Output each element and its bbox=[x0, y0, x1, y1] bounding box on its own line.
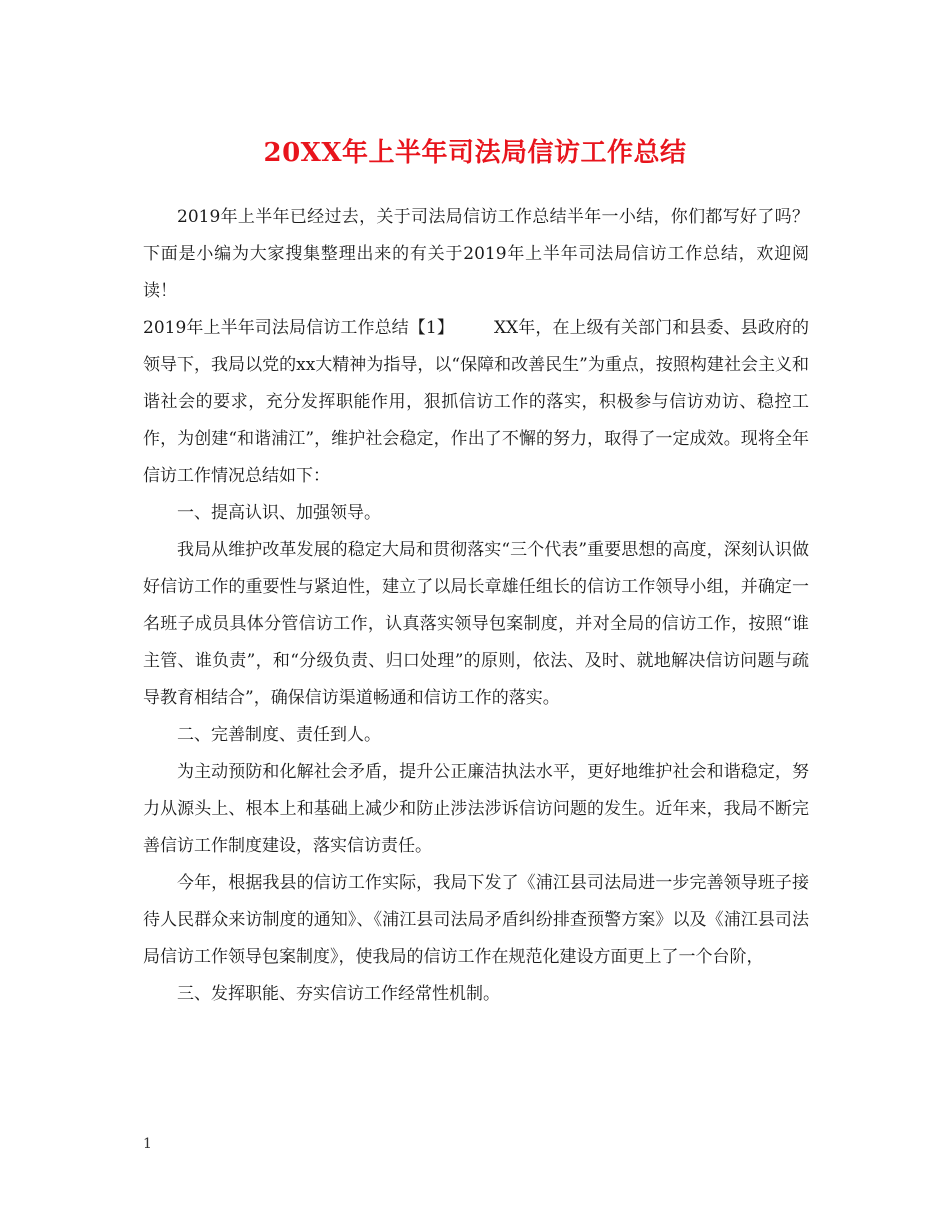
paragraph-2: 为主动预防和化解社会矛盾，提升公正廉洁执法水平，更好地维护社会和谐稳定，努力从源头上、根本上和基础上减少和防止涉法涉诉信访问题的发生。近年来，我局不断完善信访工作制度建设，落实信访责任。 bbox=[143, 762, 809, 856]
paragraph-1: 我局从维护改革发展的稳定大局和贯彻落实“三个代表”重要思想的高度，深刻认识做好信访工作的重要性与紧迫性，建立了以局长章雄任组长的信访工作领导小组，并确定一名班子成员具体分管信访工作，认真落实领导包案制度，并对全局的信访工作，按照“谁主管、谁负责”，和“分级负责、归口处理”的原则，依法、及时、就地解决信访问题与疏导教育相结合”，确保信访渠道畅通和信访工作的落实。 bbox=[143, 540, 809, 708]
page-number: 1 bbox=[143, 1136, 152, 1152]
document-title: 20XX年上半年司法局信访工作总结 bbox=[263, 138, 687, 168]
section-heading: 2019年上半年司法局信访工作总结【1】 bbox=[143, 318, 454, 338]
heading-1: 一、提高认识、加强领导。 bbox=[177, 503, 381, 523]
heading-3: 三、发挥职能、夯实信访工作经常性机制。 bbox=[177, 984, 500, 1004]
document-body bbox=[143, 199, 809, 1013]
section-lead: XX年，在上级有关部门和县委、县政府的领导下，我局以党的xx大精神为指导，以“保障和改善民生”为重点，按照构建社会主义和谐社会的要求，充分发挥职能作用，狠抓信访工作的落实，积极参与信访劝访、稳控工作，为创建“和谐浦江”，维护社会稳定，作出了不懈的努力，取得了一定成效。现将全年信访工作情况总结如下： bbox=[143, 318, 809, 486]
intro-paragraph: 2019年上半年已经过去，关于司法局信访工作总结半年一小结，你们都写好了吗？下面是小编为大家搜集整理出来的有关于2019年上半年司法局信访工作总结，欢迎阅读！ bbox=[143, 207, 809, 301]
paragraph-3: 今年，根据我县的信访工作实际，我局下发了《浦江县司法局进一步完善领导班子接待人民群众来访制度的通知》、《浦江县司法局矛盾纠纷排查预警方案》以及《浦江县司法局信访工作领导包案制度》，使我局的信访工作在规范化建设方面更上了一个台阶， bbox=[143, 873, 809, 967]
heading-2: 二、完善制度、责任到人。 bbox=[177, 725, 381, 745]
section-paragraph bbox=[143, 310, 809, 495]
